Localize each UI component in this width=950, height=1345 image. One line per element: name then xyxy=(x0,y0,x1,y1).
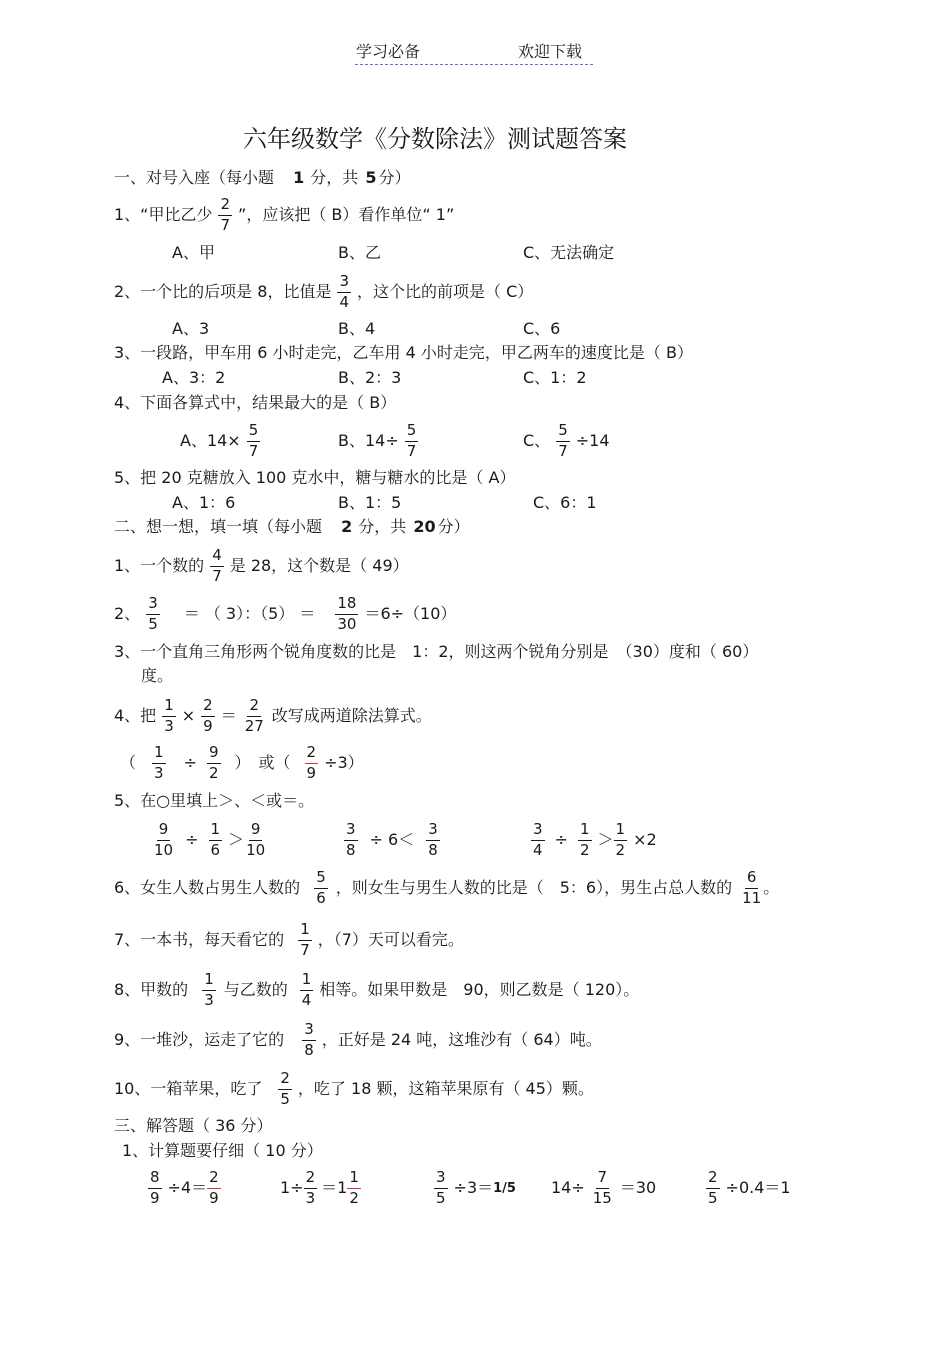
header-left: 学习必备 xyxy=(356,42,421,61)
question-text: 2、 xyxy=(114,604,141,623)
denominator: 4 xyxy=(533,840,543,859)
question-text: ，则女生与男生人数的比是（ 5：6），男生占总人数的 xyxy=(335,878,733,897)
total-points: 5 xyxy=(365,168,377,187)
section-heading-text: 分） xyxy=(378,168,411,187)
numerator: 2 xyxy=(207,1170,221,1189)
denominator: 8 xyxy=(304,1040,314,1059)
option-text: ÷14 xyxy=(575,431,610,450)
question-2-3-cont: 度。 xyxy=(141,666,174,685)
question-text: 1、一个数的 xyxy=(114,556,205,575)
fraction xyxy=(740,867,763,907)
equals-sign: ＝ xyxy=(220,706,237,725)
fraction xyxy=(202,969,216,1009)
header-divider xyxy=(355,64,593,65)
numerator: 7 xyxy=(596,1170,610,1189)
question-text: 相等。如果甲数是 90，则乙数是（ 120）。 xyxy=(319,980,640,999)
fraction xyxy=(244,819,267,859)
operator: ＝30 xyxy=(619,1178,657,1197)
question-text: 是 28，这个数是（ 49） xyxy=(229,556,409,575)
answer-text: ÷3） xyxy=(324,753,364,772)
numerator: 2 xyxy=(304,1170,318,1189)
numerator: 5 xyxy=(556,423,570,442)
operator: ÷0.4＝1 xyxy=(725,1178,791,1197)
numerator: 3 xyxy=(531,822,545,841)
numerator: 1 xyxy=(152,745,166,764)
numerator: 5 xyxy=(405,423,419,442)
numerator: 1 xyxy=(300,972,314,991)
numerator: 1 xyxy=(347,1170,361,1189)
fraction xyxy=(302,1019,316,1059)
calc-5 xyxy=(700,1166,791,1210)
question-text: ＝6÷（10） xyxy=(364,604,457,623)
question-2-4-answer xyxy=(120,741,364,785)
option-c: C、无法确定 xyxy=(523,243,615,262)
question-text: 7、一本书，每天看它的 xyxy=(114,930,285,949)
question-1-2 xyxy=(114,270,533,314)
denominator: 9 xyxy=(209,1188,219,1207)
denominator: 7 xyxy=(248,441,259,460)
question-text: ”，应该把（ B）看作单位“ 1” xyxy=(238,205,455,224)
option-text: B、14÷ xyxy=(338,431,399,450)
question-1-4: 4、下面各算式中，结果最大的是（ B） xyxy=(114,393,397,412)
numerator: 3 xyxy=(337,274,351,293)
option-c xyxy=(523,419,610,463)
denominator: 3 xyxy=(164,716,174,735)
denominator: 5 xyxy=(280,1089,290,1108)
question-text: 与乙数的 xyxy=(223,980,288,999)
question-text: 改写成两道除法算式。 xyxy=(271,706,432,725)
option-text: A、14× xyxy=(180,431,241,450)
numerator: 5 xyxy=(247,423,261,442)
fraction xyxy=(591,1167,614,1207)
comparison-3 xyxy=(525,818,657,862)
fraction xyxy=(314,867,328,907)
numerator: 1 xyxy=(209,822,223,841)
question-text: ，吃了 18 颗，这箱苹果原有（ 45）颗。 xyxy=(297,1079,594,1098)
numerator: 3 xyxy=(302,1022,316,1041)
operator: ÷ 6＜ xyxy=(369,830,415,849)
numerator: 1 xyxy=(578,822,592,841)
question-2-9 xyxy=(114,1018,602,1062)
numerator: 2 xyxy=(218,197,232,216)
denominator: 2 xyxy=(349,1188,359,1207)
numerator: 9 xyxy=(249,822,263,841)
section-3-heading: 三、解答题（ 36 分） xyxy=(114,1116,273,1135)
operator: ＝1 xyxy=(321,1178,348,1197)
fraction xyxy=(405,420,419,460)
fraction xyxy=(201,695,215,735)
fraction xyxy=(162,695,176,735)
denominator: 9 xyxy=(203,716,213,735)
denominator: 6 xyxy=(210,840,221,859)
fraction xyxy=(337,271,351,311)
numerator: 4 xyxy=(210,548,224,567)
fraction xyxy=(207,1167,221,1207)
numerator: 2 xyxy=(247,698,261,717)
numerator: 1 xyxy=(162,698,176,717)
fraction xyxy=(152,742,166,782)
question-text: 。 xyxy=(763,878,780,897)
calc-4 xyxy=(551,1166,656,1210)
question-2-3: 3、一个直角三角形两个锐角度数的比是 1：2，则这两个锐角分别是 （30）度和（ 60） xyxy=(114,642,759,661)
question-text: 8、甲数的 xyxy=(114,980,189,999)
operator: ÷3＝ xyxy=(453,1178,494,1197)
question-text: 4、把 xyxy=(114,706,157,725)
numerator: 2 xyxy=(706,1170,720,1189)
fraction xyxy=(152,819,175,859)
points-per-question: 2 xyxy=(341,517,353,536)
question-text: 1、“甲比乙少 xyxy=(114,205,213,224)
option-b: B、2：3 xyxy=(338,368,402,387)
denominator: 4 xyxy=(301,990,312,1009)
fraction xyxy=(298,919,312,959)
question-text: ，正好是 24 吨，这堆沙有（ 64）吨。 xyxy=(321,1030,602,1049)
denominator: 3 xyxy=(305,1188,316,1207)
numerator: 18 xyxy=(335,596,358,615)
option-c: C、6：1 xyxy=(533,493,597,512)
fraction xyxy=(578,819,592,859)
fraction xyxy=(218,194,232,234)
calc-1 xyxy=(142,1166,227,1210)
denominator: 3 xyxy=(154,763,164,782)
denominator: 8 xyxy=(346,840,356,859)
denominator: 7 xyxy=(300,940,310,959)
result: 1/5 xyxy=(493,1180,516,1196)
denominator: 7 xyxy=(558,441,568,460)
option-b: B、乙 xyxy=(338,243,381,262)
section-heading-text: 一、对号入座（每小题 xyxy=(114,168,275,187)
question-2-5: 5、在○里填上＞、＜或＝。 xyxy=(114,791,315,810)
denominator: 7 xyxy=(220,215,231,234)
denominator: 7 xyxy=(406,441,417,460)
numerator: 6 xyxy=(745,870,759,889)
section-2-heading xyxy=(114,519,470,535)
denominator: 2 xyxy=(579,840,590,859)
numerator: 3 xyxy=(434,1170,448,1189)
numerator: 9 xyxy=(207,745,221,764)
numerator: 5 xyxy=(314,870,328,889)
numerator: 9 xyxy=(157,822,171,841)
fraction xyxy=(247,420,261,460)
fraction xyxy=(207,742,221,782)
option-b: B、4 xyxy=(338,319,376,338)
fraction xyxy=(347,1167,361,1207)
fraction xyxy=(209,819,223,859)
option-a: A、3：2 xyxy=(162,368,226,387)
denominator: 2 xyxy=(208,763,219,782)
section-3-subheading: 1、计算题要仔细（ 10 分） xyxy=(122,1141,323,1160)
answer-text: ÷ xyxy=(183,753,197,772)
fraction xyxy=(305,742,319,782)
fraction xyxy=(210,545,224,585)
answer-text: （ xyxy=(120,753,137,772)
numerator: 2 xyxy=(278,1071,292,1090)
answer-text: ） 或（ xyxy=(234,753,291,772)
denominator: 10 xyxy=(154,840,174,859)
denominator: 27 xyxy=(244,716,264,735)
denominator: 7 xyxy=(212,566,222,585)
denominator: 15 xyxy=(592,1188,612,1207)
option-a: A、甲 xyxy=(172,243,215,262)
section-heading-text: 分） xyxy=(437,517,470,536)
operator: 14÷ xyxy=(551,1178,585,1197)
points-per-question: 1 xyxy=(293,168,305,187)
numerator: 3 xyxy=(344,822,358,841)
question-2-6 xyxy=(114,866,779,910)
option-b: B、1：5 xyxy=(338,493,402,512)
comparison-2 xyxy=(338,818,446,862)
question-text: ，这个比的前项是（ C） xyxy=(357,282,534,301)
total-points: 20 xyxy=(413,517,436,536)
operator: ÷4＝ xyxy=(167,1178,208,1197)
question-text: 2、一个比的后项是 8，比值是 xyxy=(114,282,332,301)
numerator: 1 xyxy=(614,822,628,841)
question-text: ＝ （ 3）：（5） ＝ xyxy=(183,604,316,623)
question-1-3: 3、一段路，甲车用 6 小时走完，乙车用 4 小时走完，甲乙两车的速度比是（ B） xyxy=(114,343,693,362)
denominator: 8 xyxy=(428,840,438,859)
denominator: 3 xyxy=(204,990,214,1009)
question-2-10 xyxy=(114,1067,594,1111)
denominator: 2 xyxy=(615,840,626,859)
fraction xyxy=(278,1068,292,1108)
option-a xyxy=(180,419,266,463)
fraction xyxy=(434,1167,448,1207)
section-1-heading xyxy=(114,170,411,186)
numerator: 2 xyxy=(305,745,319,764)
comparison-sign: ＞ xyxy=(597,830,614,849)
numerator: 3 xyxy=(146,596,160,615)
numerator: 8 xyxy=(148,1170,162,1189)
question-2-4 xyxy=(114,694,432,738)
operator: ÷ xyxy=(185,830,199,849)
question-1-5: 5、把 20 克糖放入 100 克水中，糖与糖水的比是（ A） xyxy=(114,468,516,487)
header-right: 欢迎下载 xyxy=(518,42,583,61)
operator: 1÷ xyxy=(280,1178,304,1197)
calc-3 xyxy=(428,1166,516,1210)
denominator: 5 xyxy=(708,1188,718,1207)
question-2-7 xyxy=(114,918,464,962)
option-a: A、1：6 xyxy=(172,493,236,512)
numerator: 1 xyxy=(298,922,312,941)
times-sign: × xyxy=(181,706,196,725)
question-2-8 xyxy=(114,968,639,1012)
comparison-1 xyxy=(146,818,273,862)
question-2-2 xyxy=(114,592,456,636)
fraction xyxy=(243,695,266,735)
option-a: A、3 xyxy=(172,319,210,338)
question-text: 10、一箱苹果，吃了 xyxy=(114,1079,263,1098)
denominator: 9 xyxy=(306,763,317,782)
denominator: 5 xyxy=(436,1188,446,1207)
denominator: 9 xyxy=(150,1188,160,1207)
numerator: 3 xyxy=(426,822,440,841)
fraction xyxy=(300,969,314,1009)
option-c: C、1：2 xyxy=(523,368,587,387)
fraction xyxy=(426,819,440,859)
fraction xyxy=(335,593,358,633)
question-text: ，（7）天可以看完。 xyxy=(317,930,464,949)
option-c: C、6 xyxy=(523,319,561,338)
fraction xyxy=(531,819,545,859)
denominator: 30 xyxy=(337,614,357,633)
question-1-1 xyxy=(114,193,454,237)
section-heading-text: 二、想一想，填一填（每小题 xyxy=(114,517,323,536)
fraction xyxy=(146,593,160,633)
fraction xyxy=(706,1167,720,1207)
section-heading-text: 分，共 xyxy=(310,168,359,187)
operator: ÷ xyxy=(554,830,568,849)
fraction xyxy=(304,1167,318,1207)
fraction xyxy=(614,819,628,859)
fraction xyxy=(344,819,358,859)
denominator: 6 xyxy=(316,888,326,907)
denominator: 11 xyxy=(742,888,762,907)
fraction xyxy=(148,1167,162,1207)
page-title: 六年级数学《分数除法》测试题答案 xyxy=(243,125,627,153)
denominator: 4 xyxy=(339,292,349,311)
operator: ×2 xyxy=(633,830,657,849)
option-b xyxy=(338,419,424,463)
fraction xyxy=(556,420,570,460)
numerator: 2 xyxy=(201,698,215,717)
denominator: 5 xyxy=(148,614,158,633)
denominator: 10 xyxy=(246,840,266,859)
numerator: 1 xyxy=(202,972,216,991)
question-text: 6、女生人数占男生人数的 xyxy=(114,878,301,897)
question-2-1 xyxy=(114,544,409,588)
question-text: 9、一堆沙，运走了它的 xyxy=(114,1030,285,1049)
comparison-sign: ＞ xyxy=(228,830,245,849)
section-heading-text: 分，共 xyxy=(358,517,407,536)
option-text: C、 xyxy=(523,431,551,450)
calc-2 xyxy=(280,1166,367,1210)
